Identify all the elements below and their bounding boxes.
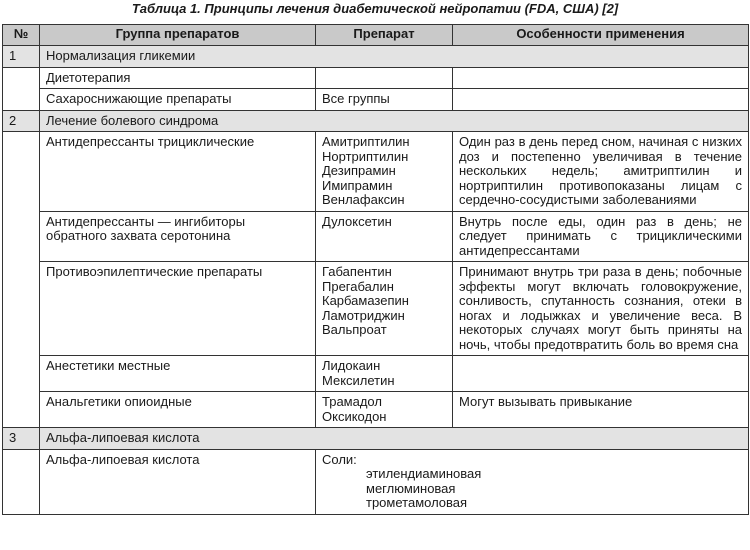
drug-name: Имипрамин <box>322 177 393 193</box>
table-row <box>3 211 749 262</box>
drug-name: Амитриптилин <box>322 134 410 149</box>
notes-cell <box>453 89 749 111</box>
drug-name: Дезипрамин <box>322 163 396 178</box>
drug-name: Мексилетин <box>322 372 395 388</box>
header-row <box>3 25 749 46</box>
section-number: 1 <box>3 46 40 68</box>
empty-cell <box>3 132 40 428</box>
section-row <box>3 110 749 132</box>
section-number: 3 <box>3 428 40 450</box>
salt-name: трометамоловая <box>366 495 468 510</box>
drug-name: Вальпроат <box>322 322 387 337</box>
salt-name: этилендиаминовая <box>366 466 482 481</box>
group-cell: Анестетики местные <box>40 356 316 392</box>
drug-name: Нортриптилин <box>322 148 409 164</box>
group-cell: Анальгетики опиоидные <box>40 392 316 428</box>
notes-cell: Один раз в день перед сном, начиная с низких доз и постепенно увеличивая в течение нескольких недель; амитриптилин и нортриптилин противопоказаны лицам с сердечно-сосудистыми заболеваниями <box>453 132 749 212</box>
group-cell: Альфа-липоевая кислота <box>40 449 316 514</box>
table-row <box>3 262 749 356</box>
table-row <box>3 132 749 212</box>
notes-cell <box>453 356 749 392</box>
table-row <box>3 67 749 89</box>
treatment-table <box>2 24 749 515</box>
section-row <box>3 428 749 450</box>
section-title: Лечение болевого синдрома <box>40 110 749 132</box>
group-cell: Диетотерапия <box>40 67 316 89</box>
drug-name: Венлафаксин <box>322 192 405 207</box>
drug-name: Дулоксетин <box>322 213 392 229</box>
drug-name: Карбамазепин <box>322 293 409 308</box>
table-caption: Таблица 1. Принципы лечения диабетической нейропатии (FDA, США) [2] <box>131 1 619 16</box>
salt-name: меглюминовая <box>366 480 456 496</box>
section-row <box>3 46 749 68</box>
drug-name: Габапентин <box>322 264 392 279</box>
header-num: № <box>3 25 40 46</box>
notes-cell: Внутрь после еды, один раз в день; не следует принимать с трициклическими антидепрессантами <box>453 211 749 262</box>
notes-cell <box>453 67 749 89</box>
drug-cell: Все группы <box>316 89 453 111</box>
section-title: Нормализация гликемии <box>40 46 749 68</box>
table-row <box>3 89 749 111</box>
drug-cell <box>316 356 453 392</box>
drug-cell <box>316 392 453 428</box>
header-drug: Препарат <box>316 25 453 46</box>
header-group: Группа препаратов <box>40 25 316 46</box>
drug-name: Трамадол <box>322 394 382 409</box>
drug-name: Оксикодон <box>322 408 387 424</box>
group-cell: Противоэпилептические препараты <box>40 262 316 356</box>
table-row <box>3 449 749 514</box>
header-notes: Особенности применения <box>453 25 749 46</box>
drug-name: Лидокаин <box>322 358 381 373</box>
drug-cell <box>316 449 749 514</box>
group-cell: Сахароснижающие препараты <box>40 89 316 111</box>
salts-label: Соли: <box>322 451 357 467</box>
drug-name: Ламотриджин <box>322 307 405 323</box>
drug-cell <box>316 262 453 356</box>
section-number: 2 <box>3 110 40 132</box>
table-row <box>3 392 749 428</box>
drug-cell <box>316 211 453 262</box>
drug-name: Прегабалин <box>322 278 394 294</box>
drug-cell <box>316 67 453 89</box>
group-cell: Антидепрессанты — ингибиторы обратного захвата серотонина <box>40 211 316 262</box>
section-title: Альфа-липоевая кислота <box>40 428 749 450</box>
empty-cell <box>3 449 40 514</box>
table-row <box>3 356 749 392</box>
drug-cell <box>316 132 453 212</box>
notes-cell: Могут вызывать привыкание <box>453 392 749 428</box>
empty-cell <box>3 67 40 110</box>
notes-cell: Принимают внутрь три раза в день; побочные эффекты могут включать головокружение, сонливость, спутанность сознания, отеки в ногах и лодыжках и увеличение веса. В некоторых случаях могут быть приняты на ночь, чтобы предотвратить боль во время сна <box>453 262 749 356</box>
group-cell: Антидепрессанты трициклические <box>40 132 316 212</box>
